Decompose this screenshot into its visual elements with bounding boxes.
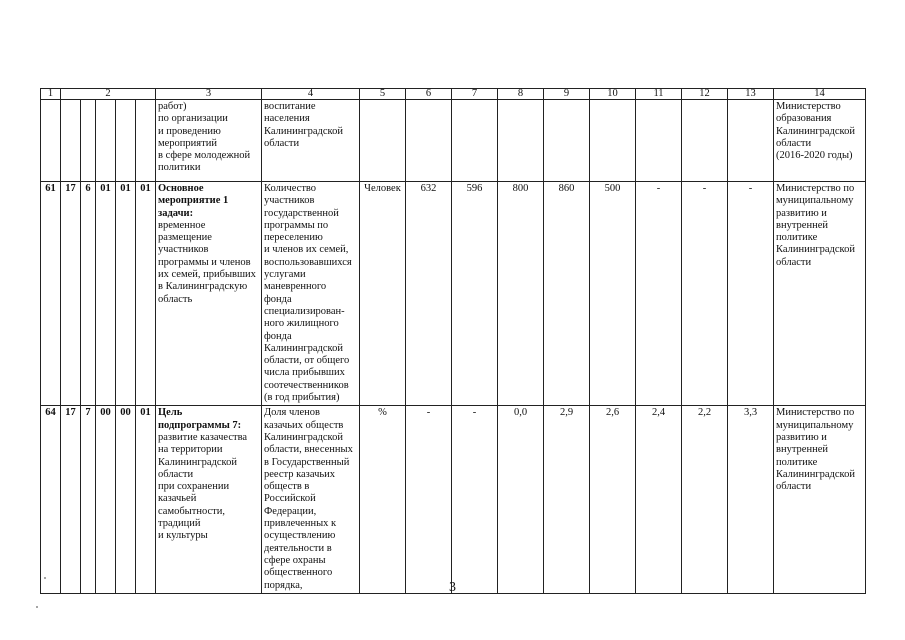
- value-cell: 596: [452, 182, 498, 406]
- value-cell: -: [406, 406, 452, 593]
- table-row: [41, 406, 866, 593]
- header-cell-2: 2: [61, 89, 156, 100]
- page-number: 3: [449, 580, 456, 595]
- header-cell-5: 5: [360, 89, 406, 100]
- header-cell-9: 9: [544, 89, 590, 100]
- code-cell: [61, 100, 81, 182]
- value-cell: [728, 100, 774, 182]
- value-cell: -: [452, 406, 498, 593]
- name-cell: Основное мероприятие 1 задачи: временное размещение участников программы и членов их семей, прибывших в Калининградскую область: [156, 182, 262, 406]
- header-cell-8: 8: [498, 89, 544, 100]
- value-cell: [544, 100, 590, 182]
- unit-cell: %: [360, 406, 406, 593]
- responsible-cell: Министерство образования Калининградской области (2016-2020 годы): [774, 100, 866, 182]
- value-cell: 0,0: [498, 406, 544, 593]
- code-cell: 01: [96, 182, 116, 406]
- value-cell: 800: [498, 182, 544, 406]
- code-cell: 17: [61, 182, 81, 406]
- table-row: [41, 100, 866, 182]
- value-cell: [406, 100, 452, 182]
- code-cell: [136, 100, 156, 182]
- header-cell-7: 7: [452, 89, 498, 100]
- code-cell: 61: [41, 182, 61, 406]
- header-row: [41, 89, 866, 100]
- code-cell: 17: [61, 406, 81, 593]
- code-cell: [41, 100, 61, 182]
- responsible-cell: Министерство по муниципальному развитию и внутренней политике Калининградской области: [774, 406, 866, 593]
- unit-cell: Человек: [360, 182, 406, 406]
- value-cell: -: [728, 182, 774, 406]
- header-cell-12: 12: [682, 89, 728, 100]
- value-cell: 3,3: [728, 406, 774, 593]
- code-cell: 7: [81, 406, 96, 593]
- value-cell: -: [682, 182, 728, 406]
- value-cell: 2,6: [590, 406, 636, 593]
- code-cell: [96, 100, 116, 182]
- value-cell: 2,9: [544, 406, 590, 593]
- header-cell-6: 6: [406, 89, 452, 100]
- header-cell-10: 10: [590, 89, 636, 100]
- indicator-cell: Количество участников государственной программы по переселению и членов их семей, воспользовавшихся услугами маневренного фонда специализирован- ного жилищного фонда Калининградской области, от общего числа прибывших соотечественников (в год прибытия): [262, 182, 360, 406]
- header-cell-1: 1: [41, 89, 61, 100]
- code-cell: 01: [136, 182, 156, 406]
- header-cell-13: 13: [728, 89, 774, 100]
- value-cell: [452, 100, 498, 182]
- scan-speck: [44, 577, 46, 579]
- table-row: [41, 182, 866, 406]
- header-cell-3: 3: [156, 89, 262, 100]
- code-cell: [81, 100, 96, 182]
- indicator-cell: воспитание населения Калининградской области: [262, 100, 360, 182]
- code-cell: 01: [116, 182, 136, 406]
- value-cell: [498, 100, 544, 182]
- code-cell: 6: [81, 182, 96, 406]
- value-cell: 500: [590, 182, 636, 406]
- responsible-cell: Министерство по муниципальному развитию и внутренней политике Калининградской области: [774, 182, 866, 406]
- code-cell: 01: [136, 406, 156, 593]
- code-cell: 00: [116, 406, 136, 593]
- value-cell: [682, 100, 728, 182]
- value-cell: 2,4: [636, 406, 682, 593]
- unit-cell: [360, 100, 406, 182]
- code-cell: 64: [41, 406, 61, 593]
- indicator-cell: Доля членов казачьих обществ Калининградской области, внесенных в Государственный реестр казачьих обществ в Российской Федерации, привлеченных к осуществлению деятельности в сфере охраны общественного порядка,: [262, 406, 360, 593]
- scan-speck: [36, 606, 38, 608]
- header-cell-11: 11: [636, 89, 682, 100]
- value-cell: 632: [406, 182, 452, 406]
- header-cell-14: 14: [774, 89, 866, 100]
- name-cell: работ) по организации и проведению мероприятий в сфере молодежной политики: [156, 100, 262, 182]
- code-cell: 00: [96, 406, 116, 593]
- value-cell: 860: [544, 182, 590, 406]
- program-table: [40, 88, 866, 594]
- value-cell: [636, 100, 682, 182]
- name-cell: Цель подпрограммы 7: развитие казачества на территории Калининградской области при сохранении казачьей самобытности, традиций и культуры: [156, 406, 262, 593]
- value-cell: [590, 100, 636, 182]
- value-cell: -: [636, 182, 682, 406]
- code-cell: [116, 100, 136, 182]
- header-cell-4: 4: [262, 89, 360, 100]
- value-cell: 2,2: [682, 406, 728, 593]
